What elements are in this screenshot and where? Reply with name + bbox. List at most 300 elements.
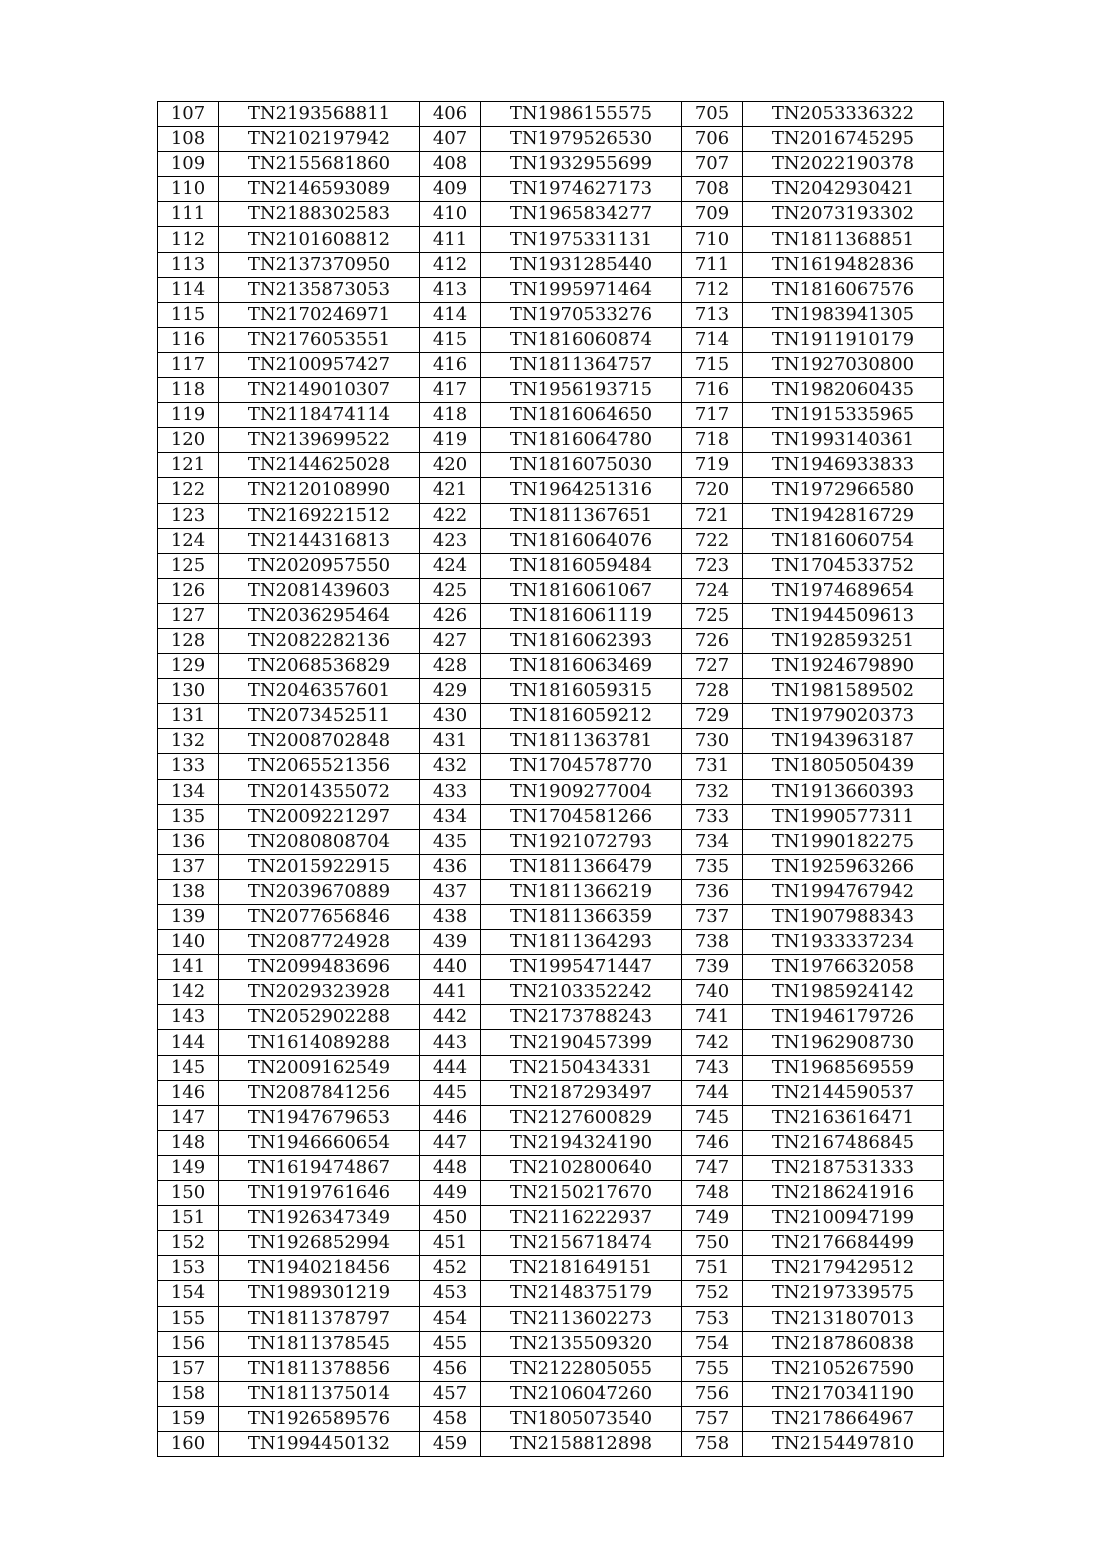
tracking-code-cell: TN2149010307 — [219, 378, 420, 403]
tracking-code-cell: TN1811366359 — [481, 905, 682, 930]
row-number-cell: 119 — [158, 403, 219, 428]
tracking-code-cell: TN2144316813 — [219, 528, 420, 553]
table-row — [158, 327, 944, 352]
table-row — [158, 980, 944, 1005]
row-number-cell: 455 — [420, 1331, 481, 1356]
row-number-cell: 417 — [420, 378, 481, 403]
table-row — [158, 804, 944, 829]
tracking-code-cell: TN2105267590 — [743, 1356, 944, 1381]
row-number-cell: 152 — [158, 1231, 219, 1256]
row-number-cell: 713 — [682, 302, 743, 327]
row-number-cell: 136 — [158, 829, 219, 854]
row-number-cell: 724 — [682, 578, 743, 603]
tracking-code-cell: TN2139699522 — [219, 428, 420, 453]
table-row — [158, 277, 944, 302]
table-row — [158, 428, 944, 453]
row-number-cell: 118 — [158, 378, 219, 403]
tracking-code-cell: TN2179429512 — [743, 1256, 944, 1281]
tracking-code-cell: TN2187860838 — [743, 1331, 944, 1356]
row-number-cell: 434 — [420, 804, 481, 829]
row-number-cell: 436 — [420, 854, 481, 879]
row-number-cell: 429 — [420, 679, 481, 704]
tracking-code-cell: TN1979526530 — [481, 127, 682, 152]
table-row — [158, 1331, 944, 1356]
row-number-cell: 157 — [158, 1356, 219, 1381]
table-row — [158, 352, 944, 377]
row-number-cell: 441 — [420, 980, 481, 1005]
row-number-cell: 722 — [682, 528, 743, 553]
tracking-code-cell: TN1986155575 — [481, 102, 682, 127]
tracking-code-cell: TN1925963266 — [743, 854, 944, 879]
row-number-cell: 141 — [158, 955, 219, 980]
table-row — [158, 955, 944, 980]
tracking-code-cell: TN1909277004 — [481, 779, 682, 804]
row-number-cell: 125 — [158, 553, 219, 578]
table-row — [158, 679, 944, 704]
table-row — [158, 503, 944, 528]
row-number-cell: 107 — [158, 102, 219, 127]
tracking-code-cell: TN1816059212 — [481, 704, 682, 729]
tracking-code-cell: TN2053336322 — [743, 102, 944, 127]
row-number-cell: 415 — [420, 327, 481, 352]
tracking-code-cell: TN2008702848 — [219, 729, 420, 754]
table-row — [158, 1155, 944, 1180]
tracking-code-cell: TN2120108990 — [219, 478, 420, 503]
table-row — [158, 528, 944, 553]
row-number-cell: 720 — [682, 478, 743, 503]
table-row — [158, 1231, 944, 1256]
tracking-code-cell: TN1811363781 — [481, 729, 682, 754]
row-number-cell: 735 — [682, 854, 743, 879]
tracking-code-cell: TN1965834277 — [481, 202, 682, 227]
row-number-cell: 143 — [158, 1005, 219, 1030]
tracking-code-cell: TN1919761646 — [219, 1181, 420, 1206]
tracking-code-cell: TN2154497810 — [743, 1431, 944, 1456]
tracking-code-cell: TN2015922915 — [219, 854, 420, 879]
tracking-code-cell: TN2187293497 — [481, 1080, 682, 1105]
row-number-cell: 726 — [682, 628, 743, 653]
table-row — [158, 1406, 944, 1431]
row-number-cell: 428 — [420, 654, 481, 679]
tracking-code-cell: TN2009162549 — [219, 1055, 420, 1080]
tracking-code-cell: TN1942816729 — [743, 503, 944, 528]
row-number-cell: 746 — [682, 1130, 743, 1155]
row-number-cell: 730 — [682, 729, 743, 754]
tracking-code-cell: TN1990577311 — [743, 804, 944, 829]
tracking-code-cell: TN1993140361 — [743, 428, 944, 453]
tracking-code-cell: TN1983941305 — [743, 302, 944, 327]
tracking-code-cell: TN2068536829 — [219, 654, 420, 679]
tracking-code-cell: TN2101608812 — [219, 227, 420, 252]
row-number-cell: 715 — [682, 352, 743, 377]
table-row — [158, 704, 944, 729]
row-number-cell: 109 — [158, 152, 219, 177]
row-number-cell: 442 — [420, 1005, 481, 1030]
tracking-code-cell: TN2039670889 — [219, 879, 420, 904]
tracking-code-cell: TN1981589502 — [743, 679, 944, 704]
row-number-cell: 423 — [420, 528, 481, 553]
row-number-cell: 416 — [420, 352, 481, 377]
row-number-cell: 121 — [158, 453, 219, 478]
row-number-cell: 459 — [420, 1431, 481, 1456]
row-number-cell: 439 — [420, 930, 481, 955]
tracking-code-cell: TN2148375179 — [481, 1281, 682, 1306]
tracking-code-cell: TN1994767942 — [743, 879, 944, 904]
tracking-code-cell: TN1907988343 — [743, 905, 944, 930]
tracking-code-cell: TN1926589576 — [219, 1406, 420, 1431]
tracking-code-cell: TN1926347349 — [219, 1206, 420, 1231]
tracking-code-cell: TN2052902288 — [219, 1005, 420, 1030]
row-number-cell: 158 — [158, 1381, 219, 1406]
tracking-code-cell: TN2118474114 — [219, 403, 420, 428]
tracking-code-cell: TN2163616471 — [743, 1105, 944, 1130]
table-row — [158, 628, 944, 653]
row-number-cell: 122 — [158, 478, 219, 503]
tracking-code-cell: TN1943963187 — [743, 729, 944, 754]
tracking-code-cell: TN1924679890 — [743, 654, 944, 679]
serial-number-table — [157, 101, 944, 1457]
row-number-cell: 146 — [158, 1080, 219, 1105]
tracking-code-cell: TN1811368851 — [743, 227, 944, 252]
tracking-code-cell: TN2087841256 — [219, 1080, 420, 1105]
tracking-code-cell: TN1816063469 — [481, 654, 682, 679]
table-row — [158, 930, 944, 955]
tracking-code-cell: TN1995971464 — [481, 277, 682, 302]
row-number-cell: 410 — [420, 202, 481, 227]
row-number-cell: 124 — [158, 528, 219, 553]
tracking-code-cell: TN1816075030 — [481, 453, 682, 478]
table-row — [158, 1080, 944, 1105]
tracking-code-cell: TN1816061067 — [481, 578, 682, 603]
row-number-cell: 160 — [158, 1431, 219, 1456]
row-number-cell: 748 — [682, 1181, 743, 1206]
tracking-code-cell: TN2014355072 — [219, 779, 420, 804]
tracking-code-cell: TN1974689654 — [743, 578, 944, 603]
tracking-code-cell: TN2100957427 — [219, 352, 420, 377]
row-number-cell: 709 — [682, 202, 743, 227]
table-body — [158, 102, 944, 1457]
tracking-code-cell: TN2106047260 — [481, 1381, 682, 1406]
table-row — [158, 1281, 944, 1306]
row-number-cell: 750 — [682, 1231, 743, 1256]
tracking-code-cell: TN2186241916 — [743, 1181, 944, 1206]
row-number-cell: 114 — [158, 277, 219, 302]
tracking-code-cell: TN2190457399 — [481, 1030, 682, 1055]
row-number-cell: 736 — [682, 879, 743, 904]
row-number-cell: 140 — [158, 930, 219, 955]
tracking-code-cell: TN2099483696 — [219, 955, 420, 980]
table-row — [158, 1356, 944, 1381]
row-number-cell: 705 — [682, 102, 743, 127]
tracking-code-cell: TN1982060435 — [743, 378, 944, 403]
row-number-cell: 419 — [420, 428, 481, 453]
row-number-cell: 725 — [682, 603, 743, 628]
table-row — [158, 1055, 944, 1080]
row-number-cell: 714 — [682, 327, 743, 352]
tracking-code-cell: TN2188302583 — [219, 202, 420, 227]
row-number-cell: 128 — [158, 628, 219, 653]
row-number-cell: 758 — [682, 1431, 743, 1456]
row-number-cell: 133 — [158, 754, 219, 779]
tracking-code-cell: TN2178664967 — [743, 1406, 944, 1431]
table-row — [158, 1381, 944, 1406]
row-number-cell: 749 — [682, 1206, 743, 1231]
tracking-code-cell: TN1816067576 — [743, 277, 944, 302]
tracking-code-cell: TN1985924142 — [743, 980, 944, 1005]
row-number-cell: 729 — [682, 704, 743, 729]
row-number-cell: 443 — [420, 1030, 481, 1055]
row-number-cell: 753 — [682, 1306, 743, 1331]
row-number-cell: 723 — [682, 553, 743, 578]
row-number-cell: 447 — [420, 1130, 481, 1155]
tracking-code-cell: TN1614089288 — [219, 1030, 420, 1055]
tracking-code-cell: TN2131807013 — [743, 1306, 944, 1331]
row-number-cell: 719 — [682, 453, 743, 478]
tracking-code-cell: TN1944509613 — [743, 603, 944, 628]
tracking-code-cell: TN1989301219 — [219, 1281, 420, 1306]
row-number-cell: 134 — [158, 779, 219, 804]
tracking-code-cell: TN1979020373 — [743, 704, 944, 729]
row-number-cell: 451 — [420, 1231, 481, 1256]
tracking-code-cell: TN2169221512 — [219, 503, 420, 528]
tracking-code-cell: TN2102800640 — [481, 1155, 682, 1180]
tracking-code-cell: TN2150217670 — [481, 1181, 682, 1206]
tracking-code-cell: TN2036295464 — [219, 603, 420, 628]
tracking-code-cell: TN2020957550 — [219, 553, 420, 578]
row-number-cell: 444 — [420, 1055, 481, 1080]
table-row — [158, 829, 944, 854]
tracking-code-cell: TN2137370950 — [219, 252, 420, 277]
row-number-cell: 139 — [158, 905, 219, 930]
row-number-cell: 126 — [158, 578, 219, 603]
tracking-code-cell: TN2194324190 — [481, 1130, 682, 1155]
tracking-code-cell: TN1619474867 — [219, 1155, 420, 1180]
tracking-code-cell: TN1816062393 — [481, 628, 682, 653]
table-row — [158, 879, 944, 904]
row-number-cell: 144 — [158, 1030, 219, 1055]
tracking-code-cell: TN2100947199 — [743, 1206, 944, 1231]
row-number-cell: 431 — [420, 729, 481, 754]
row-number-cell: 131 — [158, 704, 219, 729]
table-row — [158, 102, 944, 127]
row-number-cell: 142 — [158, 980, 219, 1005]
tracking-code-cell: TN1994450132 — [219, 1431, 420, 1456]
row-number-cell: 716 — [682, 378, 743, 403]
row-number-cell: 445 — [420, 1080, 481, 1105]
row-number-cell: 731 — [682, 754, 743, 779]
row-number-cell: 418 — [420, 403, 481, 428]
row-number-cell: 427 — [420, 628, 481, 653]
row-number-cell: 148 — [158, 1130, 219, 1155]
tracking-code-cell: TN2181649151 — [481, 1256, 682, 1281]
table-row — [158, 1130, 944, 1155]
row-number-cell: 414 — [420, 302, 481, 327]
tracking-code-cell: TN2156718474 — [481, 1231, 682, 1256]
row-number-cell: 135 — [158, 804, 219, 829]
row-number-cell: 155 — [158, 1306, 219, 1331]
tracking-code-cell: TN1956193715 — [481, 378, 682, 403]
row-number-cell: 108 — [158, 127, 219, 152]
row-number-cell: 150 — [158, 1181, 219, 1206]
tracking-code-cell: TN1933337234 — [743, 930, 944, 955]
tracking-code-cell: TN1968569559 — [743, 1055, 944, 1080]
table-row — [158, 1306, 944, 1331]
tracking-code-cell: TN1913660393 — [743, 779, 944, 804]
tracking-code-cell: TN1974627173 — [481, 177, 682, 202]
row-number-cell: 751 — [682, 1256, 743, 1281]
row-number-cell: 421 — [420, 478, 481, 503]
row-number-cell: 449 — [420, 1181, 481, 1206]
tracking-code-cell: TN1972966580 — [743, 478, 944, 503]
table-row — [158, 779, 944, 804]
row-number-cell: 153 — [158, 1256, 219, 1281]
row-number-cell: 739 — [682, 955, 743, 980]
tracking-code-cell: TN1921072793 — [481, 829, 682, 854]
table-row — [158, 378, 944, 403]
row-number-cell: 154 — [158, 1281, 219, 1306]
tracking-code-cell: TN1976632058 — [743, 955, 944, 980]
tracking-code-cell: TN2029323928 — [219, 980, 420, 1005]
table-row — [158, 1181, 944, 1206]
table-row — [158, 1431, 944, 1456]
tracking-code-cell: TN2009221297 — [219, 804, 420, 829]
tracking-code-cell: TN2022190378 — [743, 152, 944, 177]
table-row — [158, 1206, 944, 1231]
row-number-cell: 413 — [420, 277, 481, 302]
row-number-cell: 754 — [682, 1331, 743, 1356]
row-number-cell: 457 — [420, 1381, 481, 1406]
table-row — [158, 453, 944, 478]
row-number-cell: 756 — [682, 1381, 743, 1406]
row-number-cell: 740 — [682, 980, 743, 1005]
tracking-code-cell: TN2176053551 — [219, 327, 420, 352]
tracking-code-cell: TN1975331131 — [481, 227, 682, 252]
tracking-code-cell: TN2102197942 — [219, 127, 420, 152]
row-number-cell: 450 — [420, 1206, 481, 1231]
table-row — [158, 729, 944, 754]
tracking-code-cell: TN1927030800 — [743, 352, 944, 377]
row-number-cell: 156 — [158, 1331, 219, 1356]
row-number-cell: 742 — [682, 1030, 743, 1055]
tracking-code-cell: TN1940218456 — [219, 1256, 420, 1281]
tracking-code-cell: TN1811364757 — [481, 352, 682, 377]
tracking-code-cell: TN1995471447 — [481, 955, 682, 980]
tracking-code-cell: TN1619482836 — [743, 252, 944, 277]
table-row — [158, 1105, 944, 1130]
tracking-code-cell: TN2073452511 — [219, 704, 420, 729]
tracking-code-cell: TN2158812898 — [481, 1431, 682, 1456]
tracking-code-cell: TN1964251316 — [481, 478, 682, 503]
row-number-cell: 425 — [420, 578, 481, 603]
table-row — [158, 152, 944, 177]
row-number-cell: 151 — [158, 1206, 219, 1231]
tracking-code-cell: TN1811378797 — [219, 1306, 420, 1331]
row-number-cell: 710 — [682, 227, 743, 252]
row-number-cell: 113 — [158, 252, 219, 277]
row-number-cell: 755 — [682, 1356, 743, 1381]
row-number-cell: 132 — [158, 729, 219, 754]
row-number-cell: 743 — [682, 1055, 743, 1080]
row-number-cell: 744 — [682, 1080, 743, 1105]
table-row — [158, 1005, 944, 1030]
row-number-cell: 706 — [682, 127, 743, 152]
table-row — [158, 202, 944, 227]
table-row — [158, 478, 944, 503]
row-number-cell: 721 — [682, 503, 743, 528]
tracking-code-cell: TN1816064076 — [481, 528, 682, 553]
row-number-cell: 408 — [420, 152, 481, 177]
row-number-cell: 438 — [420, 905, 481, 930]
row-number-cell: 138 — [158, 879, 219, 904]
tracking-code-cell: TN2176684499 — [743, 1231, 944, 1256]
tracking-code-cell: TN2135873053 — [219, 277, 420, 302]
tracking-code-cell: TN2155681860 — [219, 152, 420, 177]
tracking-code-cell: TN2167486845 — [743, 1130, 944, 1155]
row-number-cell: 435 — [420, 829, 481, 854]
table-row — [158, 754, 944, 779]
row-number-cell: 430 — [420, 704, 481, 729]
row-number-cell: 738 — [682, 930, 743, 955]
tracking-code-cell: TN1816059484 — [481, 553, 682, 578]
row-number-cell: 120 — [158, 428, 219, 453]
row-number-cell: 712 — [682, 277, 743, 302]
tracking-code-cell: TN1704581266 — [481, 804, 682, 829]
tracking-code-cell: TN1915335965 — [743, 403, 944, 428]
row-number-cell: 757 — [682, 1406, 743, 1431]
table-row — [158, 127, 944, 152]
row-number-cell: 123 — [158, 503, 219, 528]
row-number-cell: 137 — [158, 854, 219, 879]
table-row — [158, 227, 944, 252]
tracking-code-cell: TN2150434331 — [481, 1055, 682, 1080]
tracking-code-cell: TN2113602273 — [481, 1306, 682, 1331]
row-number-cell: 456 — [420, 1356, 481, 1381]
row-number-cell: 440 — [420, 955, 481, 980]
tracking-code-cell: TN2173788243 — [481, 1005, 682, 1030]
row-number-cell: 741 — [682, 1005, 743, 1030]
tracking-code-cell: TN1816060754 — [743, 528, 944, 553]
row-number-cell: 424 — [420, 553, 481, 578]
tracking-code-cell: TN2144625028 — [219, 453, 420, 478]
tracking-code-cell: TN1805050439 — [743, 754, 944, 779]
table-row — [158, 654, 944, 679]
row-number-cell: 734 — [682, 829, 743, 854]
row-number-cell: 406 — [420, 102, 481, 127]
tracking-code-cell: TN1805073540 — [481, 1406, 682, 1431]
table-row — [158, 1030, 944, 1055]
row-number-cell: 708 — [682, 177, 743, 202]
row-number-cell: 426 — [420, 603, 481, 628]
tracking-code-cell: TN2103352242 — [481, 980, 682, 1005]
tracking-code-cell: TN1816061119 — [481, 603, 682, 628]
table-row — [158, 177, 944, 202]
row-number-cell: 728 — [682, 679, 743, 704]
tracking-code-cell: TN1990182275 — [743, 829, 944, 854]
tracking-code-cell: TN2127600829 — [481, 1105, 682, 1130]
tracking-code-cell: TN1816059315 — [481, 679, 682, 704]
row-number-cell: 407 — [420, 127, 481, 152]
row-number-cell: 116 — [158, 327, 219, 352]
table-row — [158, 252, 944, 277]
row-number-cell: 433 — [420, 779, 481, 804]
tracking-code-cell: TN2077656846 — [219, 905, 420, 930]
tracking-code-cell: TN1946933833 — [743, 453, 944, 478]
table-row — [158, 302, 944, 327]
tracking-code-cell: TN2193568811 — [219, 102, 420, 127]
tracking-code-cell: TN2016745295 — [743, 127, 944, 152]
row-number-cell: 159 — [158, 1406, 219, 1431]
table-row — [158, 854, 944, 879]
